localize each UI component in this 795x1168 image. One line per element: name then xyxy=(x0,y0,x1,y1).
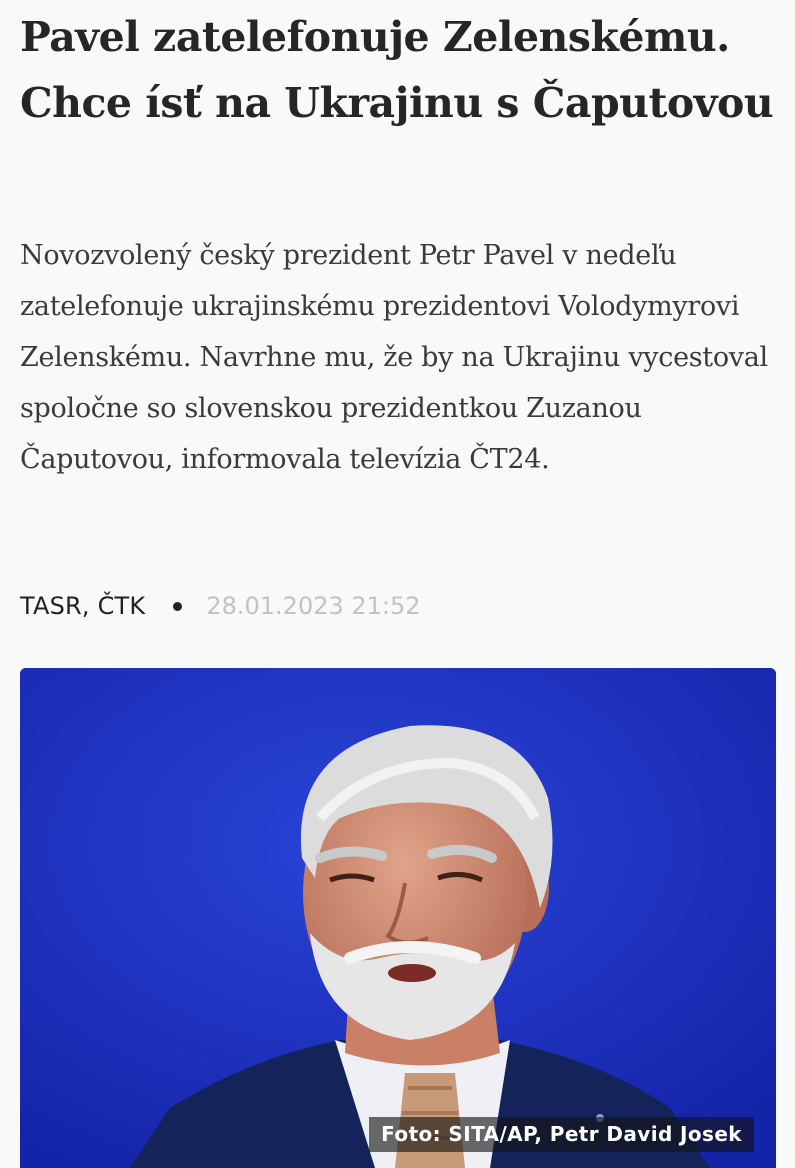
portrait-illustration xyxy=(20,668,776,1168)
article-meta xyxy=(20,588,421,624)
photo-credit: Foto: SITA/AP, Petr David Josek xyxy=(369,1117,754,1152)
article-date: 28.01.2023 21:52 xyxy=(206,592,421,620)
article-photo[interactable] xyxy=(20,668,776,1168)
article-source[interactable]: TASR, ČTK xyxy=(20,592,146,620)
article-headline: Pavel zatelefonuje Zelenskému. Chce ísť na Ukrajinu s Čaputovou xyxy=(20,13,774,127)
article-perex: Novozvolený český prezident Petr Pavel v nedeľu zatelefonuje ukrajinskému prezidentovi Volodymyrovi Zelenskému. Navrhne mu, že by na Ukrajinu vycestoval spoločne so slovenskou prezidentkou Zuzanou Čaputovou, informovala televízia ČT24. xyxy=(20,240,768,475)
separator-dot-icon xyxy=(173,602,182,611)
